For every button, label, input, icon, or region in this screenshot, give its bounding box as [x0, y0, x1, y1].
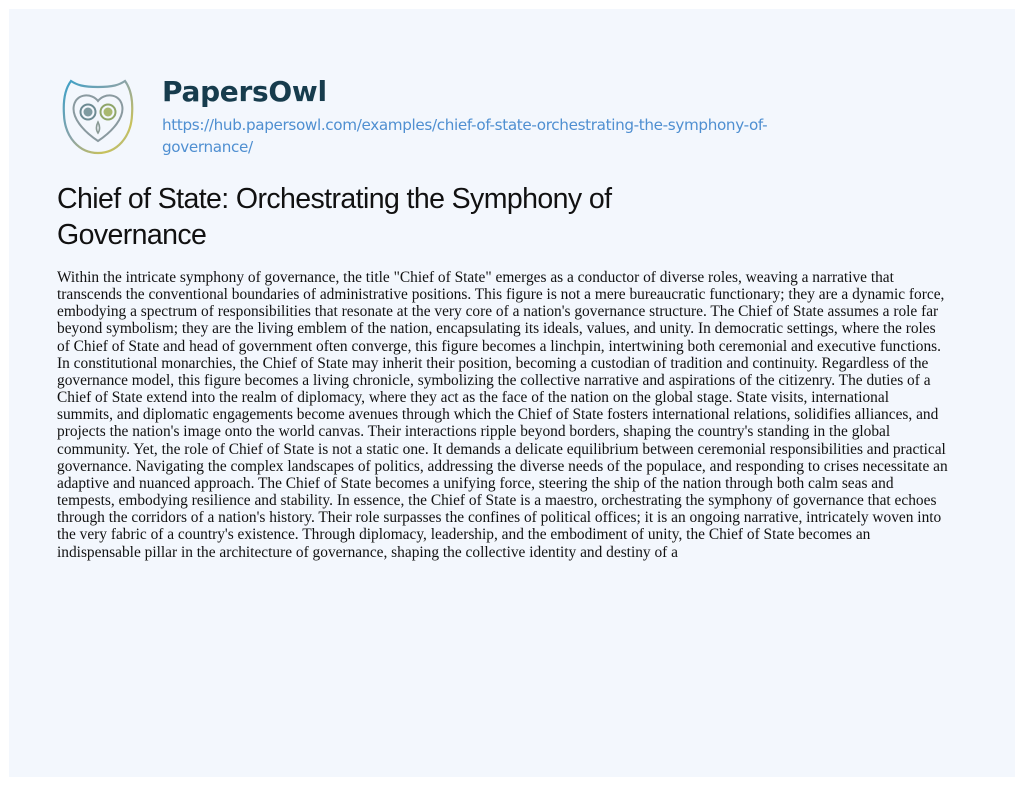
- body-line: Within the intricate symphony of governance, the title "Chief of State" emerges as a conductor of diverse roles, weaving a narrative that: [57, 269, 894, 286]
- brand-name: PapersOwl: [162, 75, 327, 108]
- body-line: the very fabric of a country's existence. Through diplomacy, leadership, and the embodiment of unity, the Chief of State becomes an: [57, 526, 871, 544]
- body-line: beyond symbolism; they are the living emblem of the nation, encapsulating its ideals, values, and unity. In democratic settings, where the roles: [57, 320, 936, 338]
- body-line: projects the nation's image onto the world canvas. Their interactions ripple beyond borders, shaping the country's standing in the global: [57, 423, 891, 441]
- body-line: summits, and diplomatic engagements become avenues through which the Chief of State fosters international relations, solidifies alliances, and: [57, 406, 939, 424]
- source-url-line[interactable]: https://hub.papersowl.com/examples/chief-of-state-orchestrating-the-symphony-of-: [162, 116, 768, 134]
- title-line: Governance: [57, 219, 207, 251]
- body-line: governance model, this figure becomes a living chronicle, symbolizing the collective narrative and aspirations of the citizenry. The duties of a: [57, 371, 931, 389]
- page-title: [57, 181, 757, 253]
- body-line: community. Yet, the role of Chief of State is not a static one. It demands a delicate equilibrium between ceremonial responsibilities and practical: [57, 440, 946, 458]
- document-card: [9, 9, 1015, 777]
- article-body: [57, 269, 1017, 561]
- body-line: Chief of State extend into the realm of diplomacy, where they act as the face of the nation on the global stage. State visits, international: [57, 389, 889, 407]
- body-line: In constitutional monarchies, the Chief of State may inherit their position, becoming a custodian of tradition and continuity. Regardless of the: [57, 354, 929, 372]
- body-line: tempests, embodying resilience and stability. In essence, the Chief of State is a maestro, orchestrating the symphony of governance that echoes: [57, 492, 937, 510]
- body-line: indispensable pillar in the architecture of governance, shaping the collective identity and destiny of a: [57, 543, 678, 561]
- source-url[interactable]: [162, 114, 882, 158]
- body-line: through the corridors of a nation's history. Their role surpasses the confines of political offices; it is an ongoing narrative, intricately woven into: [57, 509, 942, 527]
- source-url-line[interactable]: governance/: [162, 138, 253, 156]
- body-line: governance. Navigating the complex landscapes of politics, addressing the diverse needs of the populace, and responding to crises necessitate an: [57, 457, 948, 475]
- body-line: adaptive and nuanced approach. The Chief of State becomes a unifying force, steering the ship of the nation through both calm seas and: [57, 474, 894, 492]
- body-line: of Chief of State and head of government often converge, this figure becomes a linchpin, intertwining both ceremonial and executive functions.: [57, 337, 941, 355]
- body-line: embodying a spectrum of responsibilities that resonate at the very core of a nation's governance structure. The Chief of State assumes a role far: [57, 303, 939, 321]
- body-line: transcends the conventional boundaries of administrative positions. This figure is not a mere bureaucratic functionary; they are a dynamic force,: [57, 286, 945, 304]
- owl-logo-icon: [59, 75, 137, 157]
- title-line: Chief of State: Orchestrating the Symphony of: [57, 183, 612, 215]
